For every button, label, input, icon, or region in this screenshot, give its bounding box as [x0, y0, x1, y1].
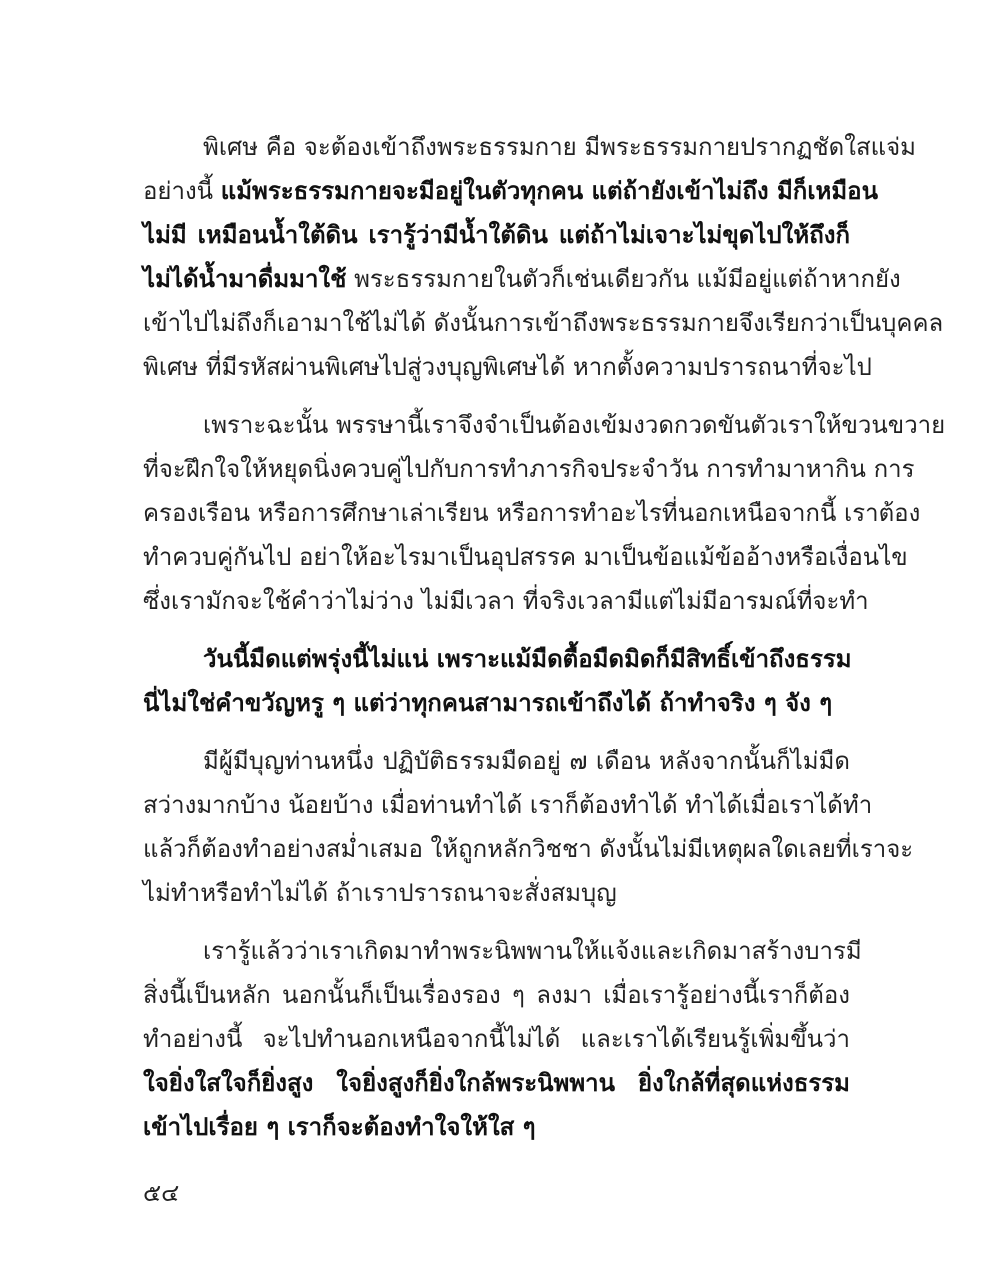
text-line: [143, 1061, 850, 1105]
text-line: [143, 125, 916, 169]
text-line: [143, 447, 915, 491]
text-line: [143, 637, 850, 681]
text-run: แล้วก็ต้องทำอย่างสม่ำเสมอ ให้ถูกหลักวิชชา ดังนั้นไม่มีเหตุผลใดเลยที่เราจะ: [143, 835, 914, 863]
body-text: [143, 125, 946, 1163]
text-run: พิเศษ ที่มีรหัสผ่านพิเศษไปสู่วงบุญพิเศษได้ หากตั้งความปรารถนาที่จะไป: [143, 353, 872, 381]
text-line: [143, 257, 901, 301]
text-line: [143, 783, 873, 827]
text-line: [143, 345, 872, 389]
paragraph: [143, 125, 944, 389]
bold-text: ใจยิ่งใสใจก็ยิ่งสูง ใจยิ่งสูงก็ยิ่งใกล้พระนิพพาน ยิ่งใกล้ที่สุดแห่งธรรม: [143, 1068, 850, 1097]
text-run: ซึ่งเรามักจะใช้คำว่าไม่ว่าง ไม่มีเวลา ที่จริงเวลามีแต่ไม่มีอารมณ์ที่จะทำ: [143, 587, 869, 615]
text-line: [143, 169, 878, 213]
text-line: [143, 739, 850, 783]
text-run: ไม่ทำหรือทำไม่ได้ ถ้าเราปรารถนาจะสั่งสมบุญ: [143, 879, 617, 907]
text-line: [143, 579, 869, 623]
bold-text: เข้าไปเรื่อย ๆ เราก็จะต้องทำใจให้ใส ๆ: [143, 1112, 536, 1141]
text-run: ที่จะฝึกใจให้หยุดนิ่งควบคู่ไปกับการทำภารกิจประจำวัน การทำมาหากิน การ: [143, 455, 915, 483]
text-run: เพราะฉะนั้น พรรษานี้เราจึงจำเป็นต้องเข้มงวดกวดขันตัวเราให้ขวนขวาย: [203, 411, 946, 439]
text-line: [143, 1105, 850, 1149]
text-run: เรารู้แล้วว่าเราเกิดมาทำพระนิพพานให้แจ้งและเกิดมาสร้างบารมี: [203, 937, 862, 965]
text-run: อย่างนี้: [143, 177, 221, 205]
text-run: มีผู้มีบุญท่านหนึ่ง ปฏิบัติธรรมมืดอยู่ ๗ เดือน หลังจากนั้นก็ไม่มืด: [203, 747, 850, 775]
text-run: สิ่งนี้เป็นหลัก นอกนั้นก็เป็นเรื่องรอง ๆ ลงมา เมื่อเรารู้อย่างนี้เราก็ต้อง: [143, 981, 850, 1009]
bold-text: ไม่ได้น้ำมาดื่มมาใช้: [143, 264, 347, 293]
text-line: [143, 871, 850, 915]
text-line: [143, 213, 850, 257]
text-line: [143, 491, 921, 535]
bold-text: แม้พระธรรมกายจะมีอยู่ในตัวทุกคน แต่ถ้ายังเข้าไม่ถึง มีก็เหมือน: [220, 176, 878, 205]
paragraph: [143, 929, 862, 1149]
text-run: ครองเรือน หรือการศึกษาเล่าเรียน หรือการทำอะไรที่นอกเหนือจากนี้ เราต้อง: [143, 499, 921, 527]
bold-text: ไม่มี เหมือนน้ำใต้ดิน เรารู้ว่ามีน้ำใต้ดิน แต่ถ้าไม่เจาะไม่ขุดไปให้ถึงก็: [143, 220, 850, 249]
text-line: [143, 535, 908, 579]
text-run: พระธรรมกายในตัวก็เช่นเดียวกัน แม้มีอยู่แต่ถ้าหากยัง: [346, 265, 901, 293]
text-line: [143, 827, 914, 871]
text-line: [143, 929, 862, 973]
text-run: เข้าไปไม่ถึงก็เอามาใช้ไม่ได้ ดังนั้นการเข้าถึงพระธรรมกายจึงเรียกว่าเป็นบุคคล: [143, 309, 944, 337]
text-run: ทำควบคู่กันไป อย่าให้อะไรมาเป็นอุปสรรค มาเป็นข้อแม้ข้ออ้างหรือเงื่อนไข: [143, 543, 908, 571]
paragraph: [143, 637, 850, 725]
text-line: [143, 1017, 850, 1061]
paragraph: [143, 403, 946, 623]
bold-text: วันนี้มืดแต่พรุ่งนี้ไม่แน่ เพราะแม้มืดตื้อมืดมิดก็มีสิทธิ์เข้าถึงธรรม: [203, 644, 852, 673]
paragraph: [143, 739, 914, 915]
text-line: [143, 403, 946, 447]
text-line: [143, 681, 850, 725]
text-run: ทำอย่างนี้ จะไปทำนอกเหนือจากนี้ไม่ได้ และเราได้เรียนรู้เพิ่มขึ้นว่า: [143, 1025, 850, 1053]
text-run: พิเศษ คือ จะต้องเข้าถึงพระธรรมกาย มีพระธรรมกายปรากฏชัดใสแจ่ม: [203, 133, 916, 161]
bold-text: นี่ไม่ใช่คำขวัญหรู ๆ แต่ว่าทุกคนสามารถเข้าถึงได้ ถ้าทำจริง ๆ จัง ๆ: [143, 688, 833, 717]
page-number: ๕๔: [143, 1179, 180, 1207]
text-line: [143, 973, 850, 1017]
text-line: [143, 301, 944, 345]
text-run: สว่างมากบ้าง น้อยบ้าง เมื่อท่านทำได้ เราก็ต้องทำได้ ทำได้เมื่อเราได้ทำ: [143, 791, 873, 819]
